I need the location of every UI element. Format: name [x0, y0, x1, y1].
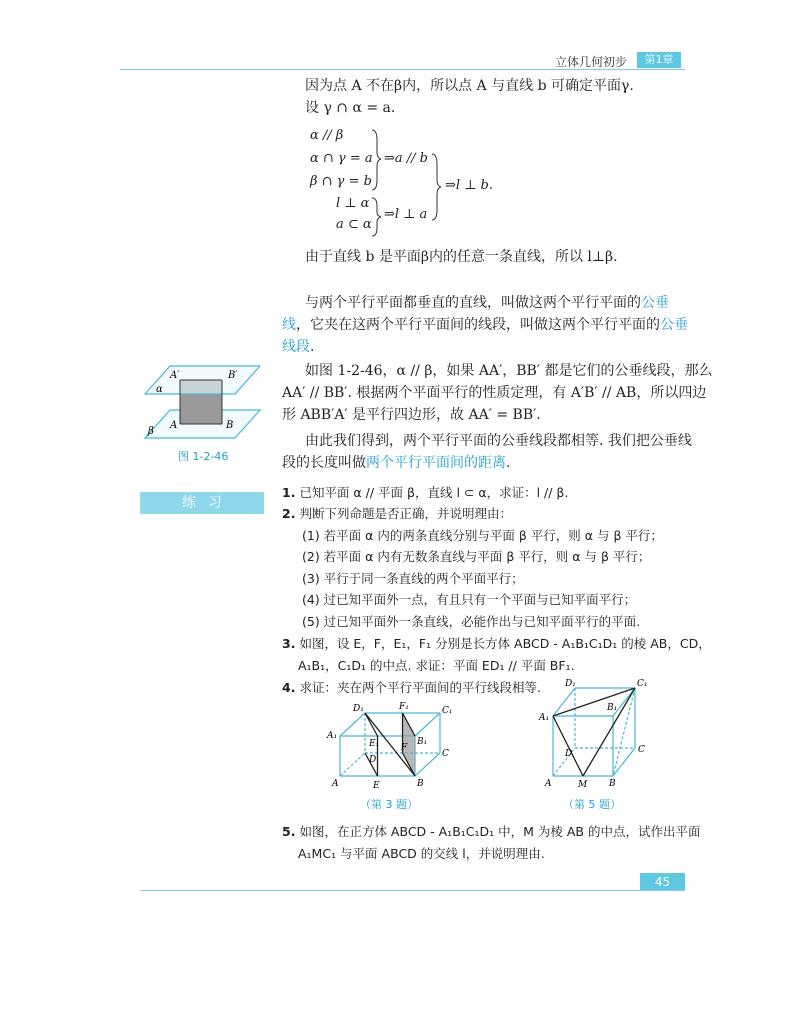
shaded-lower	[180, 398, 222, 424]
paragraph3-text: 段的长度叫做	[282, 455, 366, 471]
label-f: F	[401, 743, 408, 753]
figure-exercise-5	[535, 676, 660, 791]
label-c1: C₁	[637, 679, 648, 689]
definition-line-3	[282, 336, 314, 358]
exercise-number: 3.	[282, 636, 296, 651]
term-common-perpendicular-segment-1: 公垂	[660, 317, 688, 333]
label-e1: E₁	[369, 739, 380, 749]
label-e: E	[373, 781, 380, 791]
derivation-row-2: α ∩ γ = a	[310, 151, 373, 166]
label-b1: B₁	[417, 737, 428, 747]
exercise-2-item-1: (1) 若平面 α 内的两条直线分别与平面 β 平行，则 α 与 β 平行；	[302, 528, 663, 543]
paragraph2-line-1: 如图 1-2-46，α // β，如果 AA′，BB′ 都是它们的公垂线段，那么	[305, 363, 713, 379]
page-number: 45	[640, 873, 685, 891]
derivation-result-1: ⇒a // b	[384, 151, 428, 166]
paragraph2-line-2: AA′ // BB′. 根据两个平面平行的性质定理，有 A′B′ // AB，所以四边	[282, 385, 707, 401]
exercise-number: 4.	[282, 680, 296, 695]
label-alpha: α	[156, 384, 163, 395]
exercise-header	[140, 492, 264, 514]
label-d1: D₁	[353, 704, 364, 714]
exercise-4	[282, 678, 541, 698]
label-d: D	[565, 749, 573, 759]
derivation-row-3: β ∩ γ = b	[310, 174, 372, 189]
definition-line-2	[282, 314, 688, 336]
label-m: M	[578, 780, 588, 790]
intro-line-1: 因为点 A 不在β内，所以点 A 与直线 b 可确定平面γ.	[305, 78, 634, 94]
label-b: B	[226, 420, 234, 431]
figure3-caption: （第 3 题）	[360, 798, 418, 811]
label-a: A	[170, 420, 178, 431]
label-d: D	[369, 755, 377, 765]
derivation-outer-brace	[430, 152, 444, 222]
label-a: A	[332, 779, 339, 789]
exercise-text: 求证：夹在两个平行平面间的平行线段相等.	[299, 680, 541, 695]
paragraph3-line-2	[282, 452, 510, 474]
label-a1: A₁	[327, 731, 338, 741]
definition-text-b: ，它夹在这两个平行平面间的线段，叫做这两个平行平面的	[296, 317, 660, 333]
header-title: 立体几何初步	[555, 55, 628, 69]
exercise-number: 2.	[282, 506, 296, 521]
exercise-1	[282, 483, 568, 503]
derivation-row-4: l ⊥ α	[336, 196, 370, 211]
figure5-caption: （第 5 题）	[563, 798, 621, 811]
exercise-2-item-2: (2) 若平面 α 内有无数条直线与平面 β 平行，则 α 与 β 平行；	[302, 549, 651, 564]
term-plane-distance: 两个平行平面间的距离	[366, 455, 506, 471]
label-c: C	[442, 749, 449, 759]
footer-rule	[140, 890, 685, 891]
derivation-row-5: a ⊂ α	[336, 217, 372, 232]
intro-line-2: 设 γ ∩ α = a.	[305, 100, 396, 116]
definition-text-a: 与两个平行平面都垂直的直线，叫做这两个平行平面的	[305, 295, 641, 311]
derivation-result-3: ⇒l ⊥ b.	[445, 178, 493, 193]
label-b-prime: B′	[228, 370, 238, 381]
paragraph3-period: .	[506, 455, 511, 471]
label-b1: B₁	[607, 703, 618, 713]
derivation-row-1: α // β	[310, 128, 344, 143]
term-common-perpendicular-2: 线	[282, 317, 296, 333]
exercise-number: 1.	[282, 485, 296, 500]
term-common-perpendicular-1: 公垂	[641, 295, 669, 311]
label-c: C	[638, 745, 645, 755]
label-b: B	[417, 779, 424, 789]
exercise-number: 5.	[282, 824, 296, 839]
label-a-prime: A′	[170, 370, 180, 381]
header-rule	[120, 69, 685, 70]
exercise-3	[282, 634, 711, 654]
label-c1: C₁	[442, 706, 453, 716]
label-beta: β	[148, 426, 154, 437]
label-a: A	[545, 779, 552, 789]
figure-main-caption: 图 1-2-46	[178, 450, 229, 463]
exercise-2-item-4: (4) 过已知平面外一点，有且只有一个平面与已知平面平行；	[302, 592, 637, 607]
definition-period: .	[310, 339, 315, 355]
term-common-perpendicular-segment-2: 线段	[282, 339, 310, 355]
exercise-2-item-5: (5) 过已知平面外一条直线，必能作出与已知平面平行的平面.	[302, 614, 641, 629]
definition-line-1	[305, 292, 669, 314]
exercise-title: 练习	[182, 495, 234, 511]
label-d1: D₁	[565, 679, 576, 689]
label-f1: F₁	[399, 702, 409, 712]
exercise-text: 判断下列命题是否正确，并说明理由：	[299, 506, 512, 521]
exercise-2-item-3: (3) 平行于同一条直线的两个平面平行；	[302, 571, 524, 586]
figure-exercise-3	[325, 698, 455, 793]
exercise-2	[282, 504, 512, 524]
exercise-5	[282, 822, 700, 842]
conclusion-text: 由于直线 b 是平面β内的任意一条直线，所以 l⊥β.	[305, 249, 618, 265]
exercise-text: 已知平面 α // 平面 β，直线 l ⊂ α，求证：l // β.	[299, 485, 569, 500]
paragraph2-line-3: 形 ABB′A′ 是平行四边形，故 AA′ = BB′.	[282, 407, 541, 423]
derivation-result-2: ⇒l ⊥ a	[384, 207, 428, 222]
label-a1: A₁	[539, 713, 550, 723]
exercise-5-cont: A₁MC₁ 与平面 ABCD 的交线 l，并说明理由.	[298, 846, 545, 861]
chapter-badge: 第1章	[637, 52, 681, 68]
exercise-3-cont: A₁B₁，C₁D₁ 的中点. 求证：平面 ED₁ // 平面 BF₁.	[298, 658, 575, 673]
exercise-text: 如图，设 E，F，E₁，F₁ 分别是长方体 ABCD - A₁B₁C₁D₁ 的棱 AB，CD，	[299, 636, 711, 651]
exercise-text: 如图，在正方体 ABCD - A₁B₁C₁D₁ 中，M 为棱 AB 的中点，试作出平面	[299, 824, 701, 839]
label-b: B	[609, 779, 616, 789]
figure-parallel-planes	[140, 362, 265, 442]
paragraph3-line-1: 由此我们得到，两个平行平面的公垂线段都相等. 我们把公垂线	[305, 433, 692, 449]
